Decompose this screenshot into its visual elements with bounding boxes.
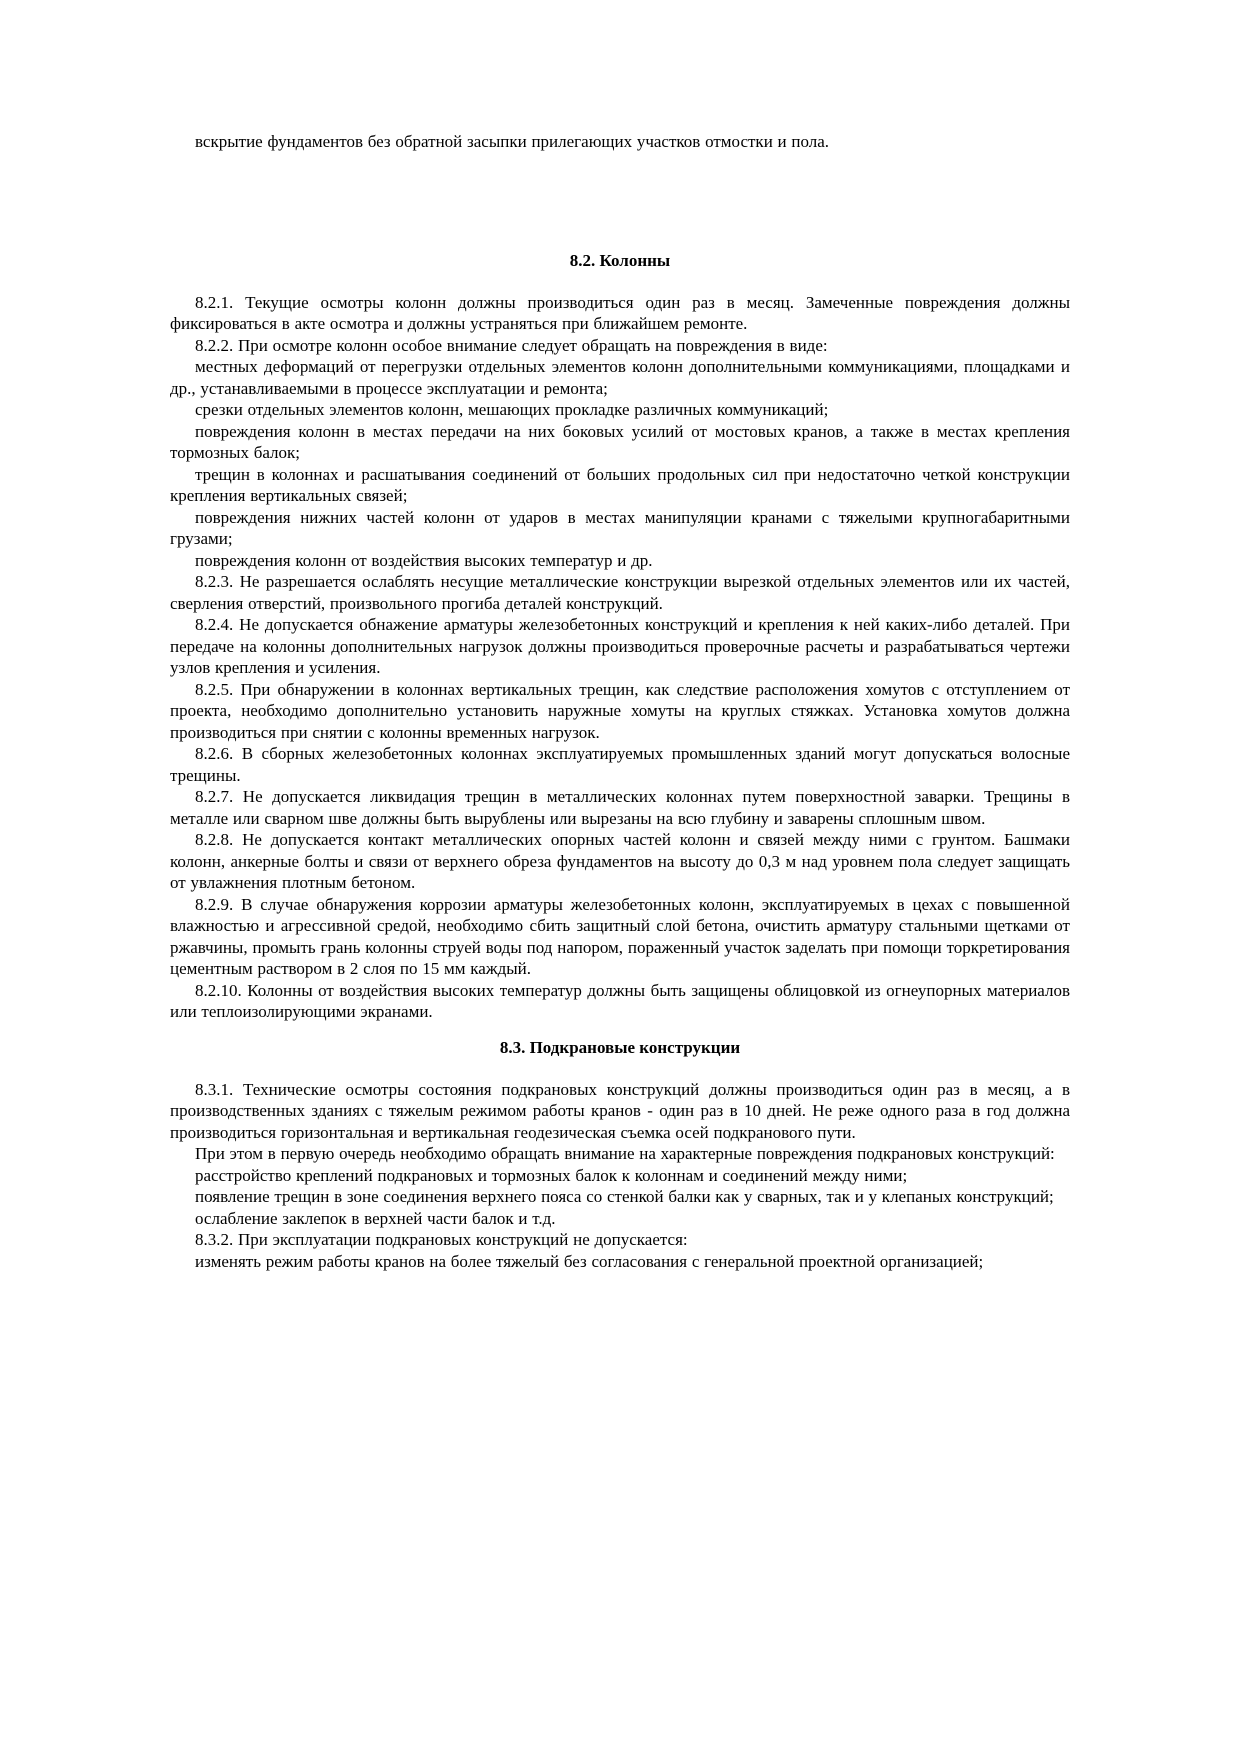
paragraph: трещин в колоннах и расшатывания соединений от больших продольных сил при недостаточно четкой конструкции крепления вертикальных связей; (170, 464, 1070, 505)
section-heading: 8.2. Колонны (569, 250, 671, 270)
paragraph: 8.2.1. Текущие осмотры колонн должны производиться один раз в месяц. Замеченные повреждения должны фиксироваться в акте осмотра и должны устраняться при ближайшем ремонте. (170, 292, 1070, 333)
paragraph: При этом в первую очередь необходимо обращать внимание на характерные повреждения подкрановых конструкций: (195, 1144, 1055, 1163)
paragraph: 8.3.2. При эксплуатации подкрановых конструкций не допускается: (195, 1230, 688, 1249)
paragraph: повреждения колонн в местах передачи на них боковых усилий от мостовых кранов, а также в местах крепления тормозных балок; (170, 421, 1070, 462)
paragraph: ослабление заклепок в верхней части балок и т.д. (195, 1208, 556, 1228)
paragraph: 8.2.10. Колонны от воздействия высоких температур должны быть защищены облицовкой из огнеупорных материалов или теплоизолирующими экранами. (170, 980, 1070, 1021)
paragraph: 8.3.1. Технические осмотры состояния подкрановых конструкций должны производиться один раз в месяц, а в производственных зданиях с тяжелым режимом работы кранов - один раз в 10 дней. Не реже одного раза в год должна производиться горизонтальная и вертикальная геодезическая съемка осей подкранового пути. (170, 1079, 1070, 1142)
paragraph: 8.2.9. В случае обнаружения коррозии арматуры железобетонных колонн, эксплуатируемых в цехах с повышенной влажностью и агрессивной средой, необходимо сбить защитный слой бетона, очистить арматуру стальными щетками от ржавчины, промыть грань колонны струей воды под напором, пораженный участок заделать при помощи торкретирования цементным раствором в 2 слоя по 15 мм каждый. (170, 894, 1070, 978)
paragraph: срезки отдельных элементов колонн, мешающих прокладке различных коммуникаций; (195, 400, 829, 419)
paragraph: вскрытие фундаментов без обратной засыпки прилегающих участков отмостки и пола. (195, 132, 830, 151)
paragraph: 8.2.6. В сборных железобетонных колоннах эксплуатируемых промышленных зданий могут допускаться волосные трещины. (170, 744, 1070, 785)
paragraph: повреждения колонн от воздействия высоких температур и др. (195, 550, 653, 570)
paragraph: 8.2.8. Не допускается контакт металлических опорных частей колонн и связей между ними с грунтом. Башмаки колонн, анкерные болты и связи от верхнего обреза фундаментов на высоту до 0,3 м над уровнем пола следует защищать от увлажнения плотным бетоном. (170, 830, 1070, 892)
paragraph: 8.2.5. При обнаружении в колоннах вертикальных трещин, как следствие расположения хомутов с отступлением от проекта, необходимо дополнительно установить наружные хомуты на круглых стяжках. Установка хомутов должна производиться при снятии с колонны временных нагрузок. (170, 679, 1070, 742)
paragraph: 8.2.2. При осмотре колонн особое внимание следует обращать на повреждения в виде: (195, 335, 828, 355)
section-heading: 8.3. Подкрановые конструкции (499, 1037, 741, 1057)
paragraph: повреждения нижних частей колонн от ударов в местах манипуляции кранами с тяжелыми крупногабаритными грузами; (170, 507, 1070, 548)
document-content (170, 131, 1070, 1272)
paragraph: 8.2.3. Не разрешается ослаблять несущие металлические конструкции вырезкой отдельных элементов или их частей, сверления отверстий, произвольного прогиба деталей конструкций. (170, 572, 1070, 613)
paragraph: расстройство креплений подкрановых и тормозных балок к колоннам и соединений между ними; (195, 1165, 908, 1185)
paragraph: местных деформаций от перегрузки отдельных элементов колонн дополнительными коммуникациями, площадками и др., устанавливаемыми в процессе эксплуатации и ремонта; (170, 357, 1070, 398)
paragraph: изменять режим работы кранов на более тяжелый без согласования с генеральной проектной организацией; (195, 1251, 984, 1271)
paragraph: появление трещин в зоне соединения верхнего пояса со стенкой балки как у сварных, так и у клепаных конструкций; (195, 1187, 1054, 1206)
paragraph: 8.2.4. Не допускается обнажение арматуры железобетонных конструкций и крепления к ней каких-либо деталей. При передаче на колонны дополнительных нагрузок должны производиться проверочные расчеты и разрабатываться чертежи узлов крепления и усиления. (170, 615, 1070, 677)
paragraph: 8.2.7. Не допускается ликвидация трещин в металлических колоннах путем поверхностной заварки. Трещины в металле или сварном шве должны быть вырублены или вырезаны на всю глубину и заварены сплошным швом. (170, 787, 1070, 828)
